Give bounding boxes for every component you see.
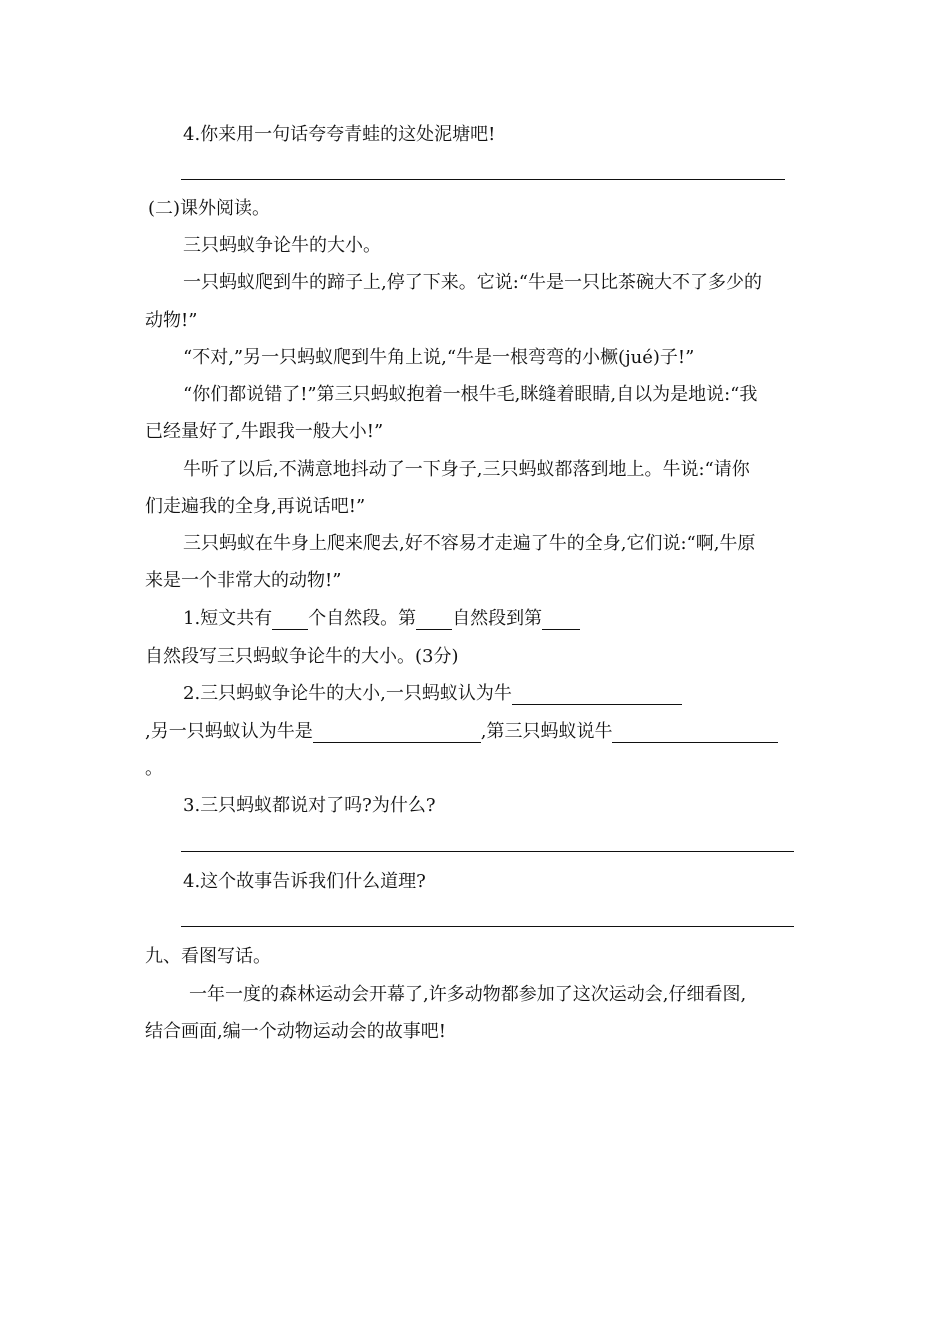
q1-blank-count[interactable]: [272, 611, 308, 630]
story-paragraph-3-line-2: 已经量好了,牛跟我一般大小!”: [145, 421, 384, 442]
question-4: 4.这个故事告诉我们什么道理?: [183, 871, 426, 892]
question-2-part-a: 2.三只蚂蚁争论牛的大小,一只蚂蚁认为牛: [183, 683, 512, 704]
question-2-continued: [145, 721, 778, 743]
question-1-continued: 自然段写三只蚂蚁争论牛的大小。(3分): [145, 646, 459, 667]
q1-blank-end[interactable]: [542, 611, 580, 630]
answer-line-q4-prev[interactable]: [181, 179, 785, 180]
question-1-part-b: 个自然段。第: [308, 608, 417, 629]
question-2-part-c: ,第三只蚂蚁说牛: [480, 721, 613, 742]
story-paragraph-2-line-1: “不对,”另一只蚂蚁爬到牛角上说,“牛是一根弯弯的小橛(jué)子!”: [183, 347, 695, 368]
question-4-prev: 4.你来用一句话夸夸青蛙的这处泥塘吧!: [183, 124, 496, 145]
story-title: 三只蚂蚁争论牛的大小。: [183, 235, 381, 256]
story-paragraph-4-line-2: 们走遍我的全身,再说话吧!”: [145, 496, 366, 517]
story-paragraph-1-line-1: 一只蚂蚁爬到牛的蹄子上,停了下来。它说:“牛是一只比茶碗大不了多少的: [183, 272, 762, 293]
q2-blank-ant-2[interactable]: [313, 724, 481, 743]
q2-blank-ant-1[interactable]: [512, 686, 682, 705]
q2-blank-ant-3[interactable]: [612, 724, 778, 743]
question-2: [183, 683, 682, 705]
answer-line-q3[interactable]: [181, 851, 794, 852]
question-1-part-a: 1.短文共有: [183, 608, 273, 629]
question-2-end: 。: [145, 758, 163, 779]
q1-blank-start[interactable]: [416, 611, 452, 630]
section-9-title: 九、看图写话。: [145, 946, 271, 967]
answer-line-q4[interactable]: [181, 926, 794, 927]
section-title-outside-reading: (二)课外阅读。: [148, 198, 271, 219]
story-paragraph-3-line-1: “你们都说错了!”第三只蚂蚁抱着一根牛毛,眯缝着眼睛,自以为是地说:“我: [183, 384, 758, 405]
story-paragraph-1-line-2: 动物!”: [145, 310, 198, 331]
section-9-text-line-1: 一年一度的森林运动会开幕了,许多动物都参加了这次运动会,仔细看图,: [189, 984, 747, 1005]
question-2-part-b: ,另一只蚂蚁认为牛是: [145, 721, 313, 742]
story-paragraph-5-line-2: 来是一个非常大的动物!”: [145, 570, 342, 591]
question-1: [183, 608, 580, 630]
story-paragraph-5-line-1: 三只蚂蚁在牛身上爬来爬去,好不容易才走遍了牛的全身,它们说:“啊,牛原: [183, 533, 756, 554]
story-paragraph-4-line-1: 牛听了以后,不满意地抖动了一下身子,三只蚂蚁都落到地上。牛说:“请你: [183, 459, 750, 480]
question-1-part-c: 自然段到第: [452, 608, 543, 629]
section-9-text-line-2: 结合画面,编一个动物运动会的故事吧!: [145, 1021, 446, 1042]
question-3: 3.三只蚂蚁都说对了吗?为什么?: [183, 795, 436, 816]
